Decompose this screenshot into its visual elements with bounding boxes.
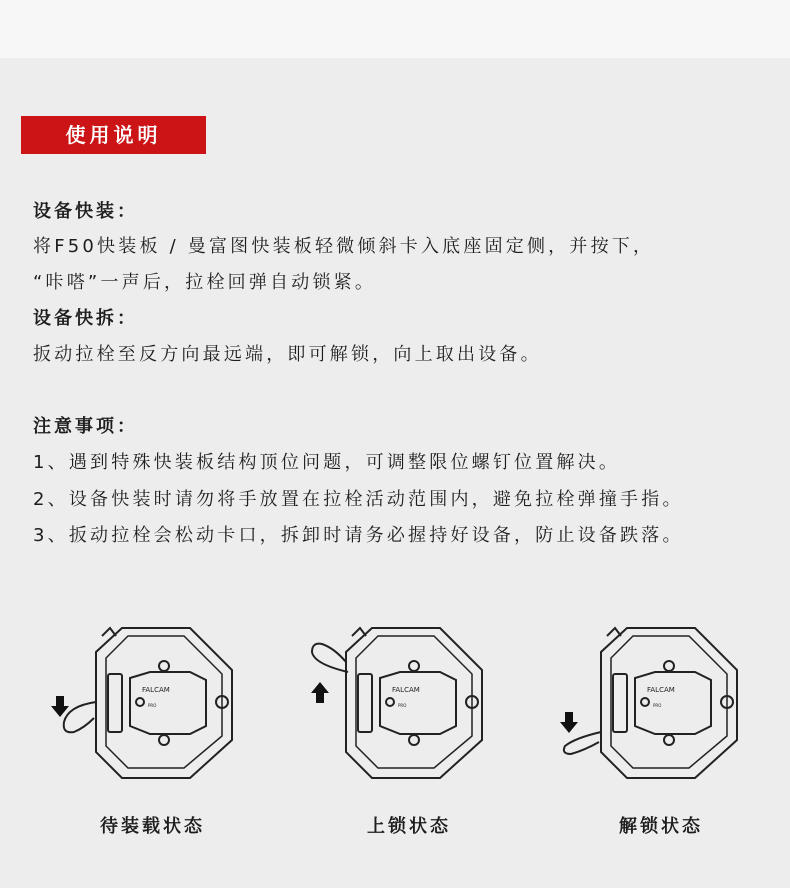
note-1: 1、遇到特殊快装板结构顶位问题，可调整限位螺钉位置解决。 (33, 452, 621, 473)
section-title: 使用说明 (21, 116, 206, 154)
install-line-2: “咔嗒”一声后，拉栓回弹自动锁紧。 (33, 272, 377, 293)
down-arrow-icon (51, 696, 69, 717)
note-3: 3、扳动拉栓会松动卡口，拆卸时请务必握持好设备，防止设备跌落。 (33, 525, 684, 546)
figure-unlocked (555, 622, 715, 782)
up-arrow-icon (311, 682, 329, 703)
quick-release-base-illustration (300, 622, 490, 782)
quick-release-base-illustration (50, 622, 240, 782)
down-arrow-icon (560, 712, 578, 733)
caption-unlocked: 解锁状态 (619, 816, 703, 837)
plate-brand-label: FALCAM (142, 686, 170, 694)
quick-release-base-illustration (555, 622, 745, 782)
caption-waiting: 待装载状态 (100, 816, 205, 837)
remove-heading: 设备快拆： (33, 308, 138, 329)
notes-heading: 注意事项： (33, 416, 138, 437)
figure-locked (300, 622, 460, 782)
caption-locked: 上锁状态 (367, 816, 451, 837)
remove-line-1: 扳动拉栓至反方向最远端，即可解锁，向上取出设备。 (33, 344, 542, 365)
top-band (0, 0, 790, 58)
plate-model-label: PRO (653, 703, 662, 708)
plate-model-label: PRO (148, 703, 157, 708)
install-heading: 设备快装： (33, 201, 138, 222)
plate-model-label: PRO (398, 703, 407, 708)
plate-brand-label: FALCAM (647, 686, 675, 694)
install-line-1: 将F50快装板 / 曼富图快装板轻微倾斜卡入底座固定侧，并按下， (33, 236, 655, 257)
note-2: 2、设备快装时请勿将手放置在拉栓活动范围内，避免拉栓弹撞手指。 (33, 489, 684, 510)
figure-waiting (50, 622, 210, 782)
plate-brand-label: FALCAM (392, 686, 420, 694)
